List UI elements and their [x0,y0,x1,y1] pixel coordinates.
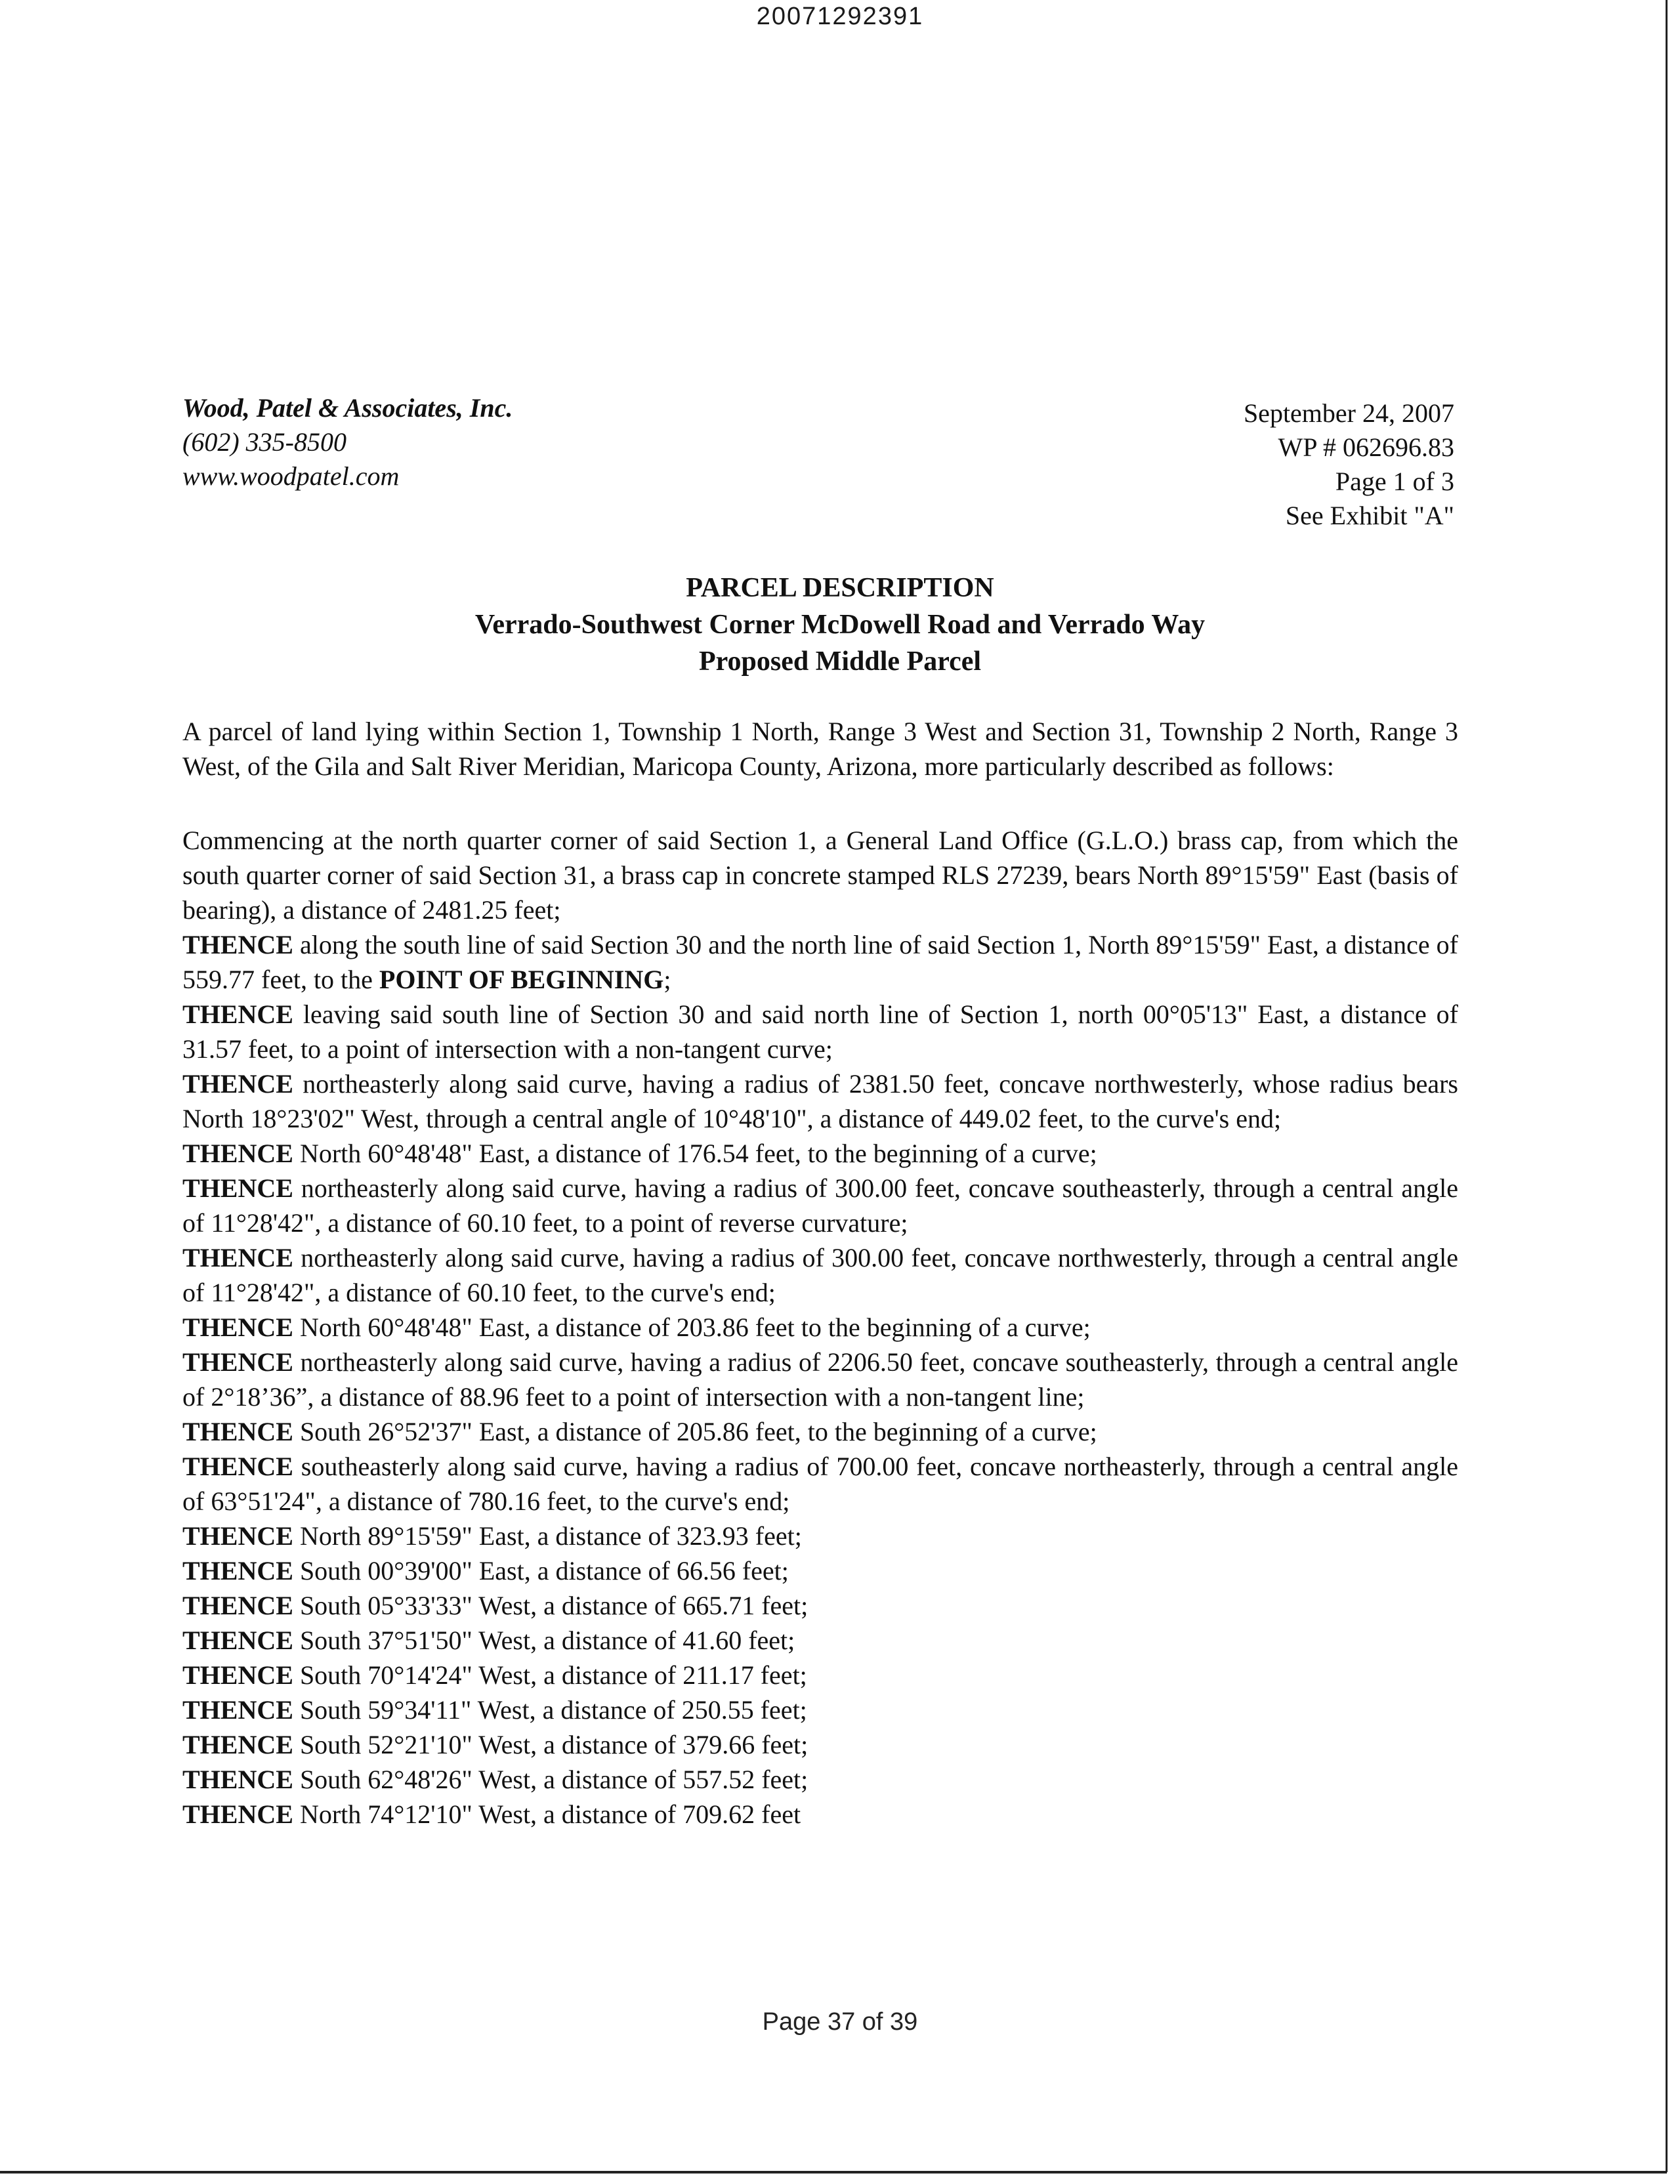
page-border-bottom [0,2171,1667,2174]
call-line [182,1449,1458,1519]
call-keyword: THENCE [182,1660,293,1690]
call-keyword: THENCE [182,1799,293,1829]
call-line [182,1414,1458,1449]
call-keyword: THENCE [182,1069,293,1099]
call-keyword: THENCE [182,1139,293,1168]
title-line-2: Verrado-Southwest Corner McDowell Road and Verrado Way [474,610,1206,640]
call-text: northeasterly along said curve, having a radius of 2206.50 feet, concave southeasterly, through a central angle of 2°18’36”, a distance of 88.96 feet to a point of intersection with a non-tangent line; [182,1347,1458,1412]
call-line [182,1171,1458,1240]
call-keyword: THENCE [182,1312,293,1342]
document-date: September 24, 2007 [1243,398,1454,428]
call-text: South 26°52'37" East, a distance of 205.86 feet, to the beginning of a curve; [293,1417,1097,1446]
company-name: Wood, Patel & Associates, Inc. [182,393,513,423]
call-text: North 74°12'10" West, a distance of 709.62 feet [293,1799,801,1829]
call-line [182,1797,1458,1832]
call-text: South 05°33'33" West, a distance of 665.71 feet; [293,1591,808,1620]
call-keyword: THENCE [182,1347,293,1377]
document-title [0,570,1680,680]
point-of-beginning: POINT OF BEGINNING [379,965,664,994]
call-line [182,1623,1458,1658]
call-line [182,1345,1458,1414]
page-footer: Page 37 of 39 [762,2008,918,2036]
call-text: southeasterly along said curve, having a radius of 700.00 feet, concave northeasterly, through a central angle of 63°51'24", a distance of 780.16 feet, to the curve's end; [182,1452,1458,1516]
call-line [182,1658,1458,1692]
call-line [182,997,1458,1066]
call-text: South 37°51'50" West, a distance of 41.60 feet; [293,1626,795,1655]
exhibit-reference: See Exhibit "A" [1285,501,1454,530]
call-line [182,1762,1458,1797]
call-line [182,1519,1458,1553]
exhibit-page: Page 1 of 3 [1335,467,1454,496]
call-text: northeasterly along said curve, having a radius of 2381.50 feet, concave northwesterly, whose radius bears North 18°23'02" West, through a central angle of 10°48'10", a distance of 449.02 feet, to the curve's end; [182,1069,1458,1133]
call-text: South 00°39'00" East, a distance of 66.56 feet; [293,1556,789,1586]
legal-description [182,714,1458,1832]
calls-list [182,997,1458,1832]
company-website: www.woodpatel.com [182,461,400,491]
call-keyword: THENCE [182,1521,293,1551]
call-text: northeasterly along said curve, having a radius of 300.00 feet, concave southeasterly, through a central angle of 11°28'42", a distance of 60.10 feet, to a point of reverse curvature; [182,1173,1458,1238]
call-line [182,1553,1458,1588]
call-line [182,1310,1458,1345]
call-line [182,1692,1458,1727]
title-line-3: Proposed Middle Parcel [698,646,982,677]
call-text: North 89°15'59" East, a distance of 323.93 feet; [293,1521,802,1551]
call-keyword: THENCE [182,1695,293,1725]
call-text: South 52°21'10" West, a distance of 379.66 feet; [293,1730,808,1759]
company-block [182,391,513,494]
call-text: South 59°34'11" West, a distance of 250.55 feet; [293,1695,807,1725]
call-keyword: THENCE [182,1417,293,1446]
title-line-1: PARCEL DESCRIPTION [686,573,994,603]
call-text: leaving said south line of Section 30 and said north line of Section 1, north 00°05'13" East, a distance of 31.57 feet, to a point of intersection with a non-tangent curve; [182,999,1458,1064]
company-phone: (602) 335-8500 [182,427,346,457]
page-border-right [1666,0,1668,2172]
call-keyword: THENCE [182,1626,293,1655]
call-line [182,1066,1458,1136]
commencing-paragraph: Commencing at the north quarter corner of said Section 1, a General Land Office (G.L.O.) brass cap, from which the south quarter corner of said Section 31, a brass cap in concrete stamped RLS 27239, bears North 89°15'59" East (basis of bearing), a distance of 2481.25 feet; [182,826,1458,925]
recording-number: 20071292391 [756,3,924,30]
call-terminator: ; [663,965,671,994]
call-text: South 70°14'24" West, a distance of 211.17 feet; [293,1660,807,1690]
call-text: northeasterly along said curve, having a radius of 300.00 feet, concave northwesterly, through a central angle of 11°28'42", a distance of 60.10 feet, to the curve's end; [182,1243,1458,1307]
call-keyword: THENCE [182,999,293,1029]
call-text: North 60°48'48" East, a distance of 176.54 feet, to the beginning of a curve; [293,1139,1097,1168]
intro-paragraph: A parcel of land lying within Section 1, Township 1 North, Range 3 West and Section 31, Township 2 North, Range 3 West, of the Gila and Salt River Meridian, Maricopa County, Arizona, more particularly described as follows: [182,717,1458,781]
call-keyword: THENCE [182,1243,293,1272]
call-keyword: THENCE [182,1556,293,1586]
call-keyword: THENCE [182,1765,293,1794]
call-keyword: THENCE [182,1452,293,1481]
call-pob [182,927,1458,997]
call-keyword: THENCE [182,1173,293,1203]
call-line [182,1727,1458,1762]
call-text: South 62°48'26" West, a distance of 557.52 feet; [293,1765,808,1794]
call-text: along the south line of said Section 30 and the north line of said Section 1, North 89°15'59" East, a distance of 559.77 feet, to the [182,930,1458,994]
call-line [182,1588,1458,1623]
call-line [182,1240,1458,1310]
call-keyword: THENCE [182,930,293,959]
wp-number: WP # 062696.83 [1278,432,1454,462]
call-text: North 60°48'48" East, a distance of 203.86 feet to the beginning of a curve; [293,1312,1091,1342]
document-meta [1244,396,1454,533]
call-keyword: THENCE [182,1730,293,1759]
call-keyword: THENCE [182,1591,293,1620]
call-line [182,1136,1458,1171]
